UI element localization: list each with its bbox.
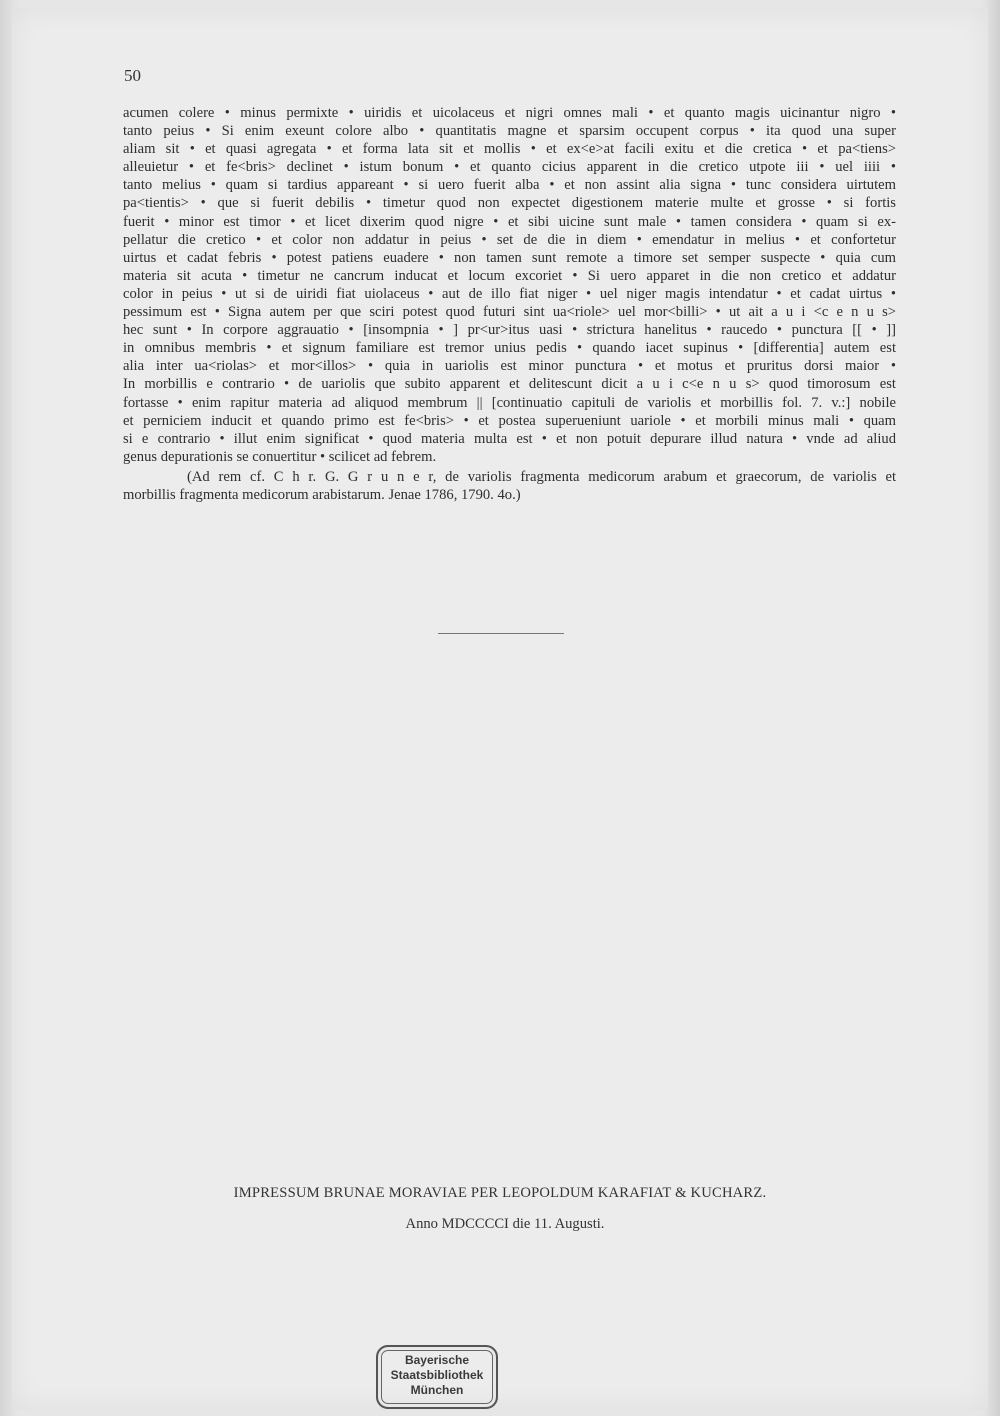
stamp-line: Staatsbibliothek <box>390 1368 484 1382</box>
note-line: (Ad rem cf. C h r. G. G r u n e r, de variolis fragmenta medicorum arabum et graecorum, de variolis et <box>187 469 896 485</box>
stamp-line: München <box>410 1383 464 1397</box>
note-line: morbillis fragmenta medicorum arabistarum. Jenae 1786, 1790. 4o.) <box>123 487 521 504</box>
text-line: pellatur die cretico • et color non addatur in peius • set de die in diem • emendatur in melius • et confortetur <box>123 231 896 248</box>
text-line: In morbillis e contrario • de uariolis que subito apparent et delitescunt dicit a u i c<e n u s> quod timorosum est <box>123 376 896 393</box>
stamp-line: Bayerische <box>404 1353 470 1367</box>
page-number: 50 <box>124 66 141 85</box>
text-line: materia sit acuta • timetur ne cancrum inducat et locum excoriet • Si uero apparet in die non cretico et addatur <box>123 267 896 284</box>
text-line: alia inter ua<riolas> et mor<illos> • quia in uariolis est minor punctura • et motus et pruritus dorsi maior • <box>123 358 896 375</box>
text-line: uirtus et cadat febris • potest patiens euadere • non tamen sunt remote a timore set semper suspecte • quia cum <box>123 249 896 266</box>
text-line: in omnibus membris • et signum familiare est tremor unius pedis • quando iacet supinus • [differentia] autem est <box>123 340 896 357</box>
text-line: fortasse • enim rapitur materia ad aliquod membrum || [continuatio capituli de variolis et morbillis fol. 7. v.:] nobile <box>123 394 896 411</box>
text-line: tanto melius • quam si tardius appareant • si uero fuerit alba • et non assint alia signa • tunc considera uirtutem <box>123 177 896 194</box>
section-divider <box>438 633 564 634</box>
imprint-line: IMPRESSUM BRUNAE MORAVIAE PER LEOPOLDUM KARAFIAT & KUCHARZ. <box>233 1185 767 1201</box>
text-line: et perniciem inducit et quando primo est fe<bris> • et postea superueniunt uariole • et morbili minus mali • quam <box>123 412 896 429</box>
text-line: acumen colere • minus permixte • uiridis et uicolaceus et nigri omnes mali • et quanto magis uicinantur nigro • <box>123 105 896 121</box>
reference-note <box>123 468 896 504</box>
text-line: tanto peius • Si enim exeunt colore albo • quantitatis magne et sparsim occupent corpus • ita quod una super <box>123 123 896 140</box>
text-line: color in peius • ut si de uiridi fiat uiolaceus • aut de illo fiat niger • uel niger magis intendatur • et cadat uirtus • <box>123 285 896 302</box>
date-line: Anno MDCCCCI die 11. Augusti. <box>405 1216 605 1232</box>
text-line: alleuietur • et fe<bris> declinet • istum bonum • et quanto cicius apparent in die cretico utpote iii • uel iiii • <box>123 159 896 176</box>
text-line: si e contrario • illut enim significat • quod materia multa est • et non potuit depurare illud natura • vnde ad aliud <box>123 430 896 447</box>
library-stamp <box>376 1345 498 1409</box>
text-line: fuerit • minor est timor • et licet dixerim quod nigre • et sibi uicine sunt male • tamen considera • quam si ex- <box>123 213 896 230</box>
text-line: pessimum est • Signa autem per que sciri potest quod futuri sint ua<riole> uel mor<billi> • ut ait a u i <c e n u s> <box>123 304 896 321</box>
text-line: hec sunt • In corpore aggrauatio • [insompnia • ] pr<ur>itus uasi • strictura hanelitus • raucedo • punctura [[ • ]] <box>123 322 896 339</box>
text-line: pa<tientis> • que si fuerit debilis • timetur quod non expectet digestionem materie multe et grosse • si fortis <box>123 195 896 212</box>
body-text <box>123 104 896 466</box>
text-line: aliam sit • et quasi agregata • et forma lata sit et mollis • et ex<e>at facili exitu et die cretica • et pa<tiens> <box>123 141 896 158</box>
text-line: genus depurationis se conuertitur • scilicet ad febrem. <box>123 448 437 465</box>
